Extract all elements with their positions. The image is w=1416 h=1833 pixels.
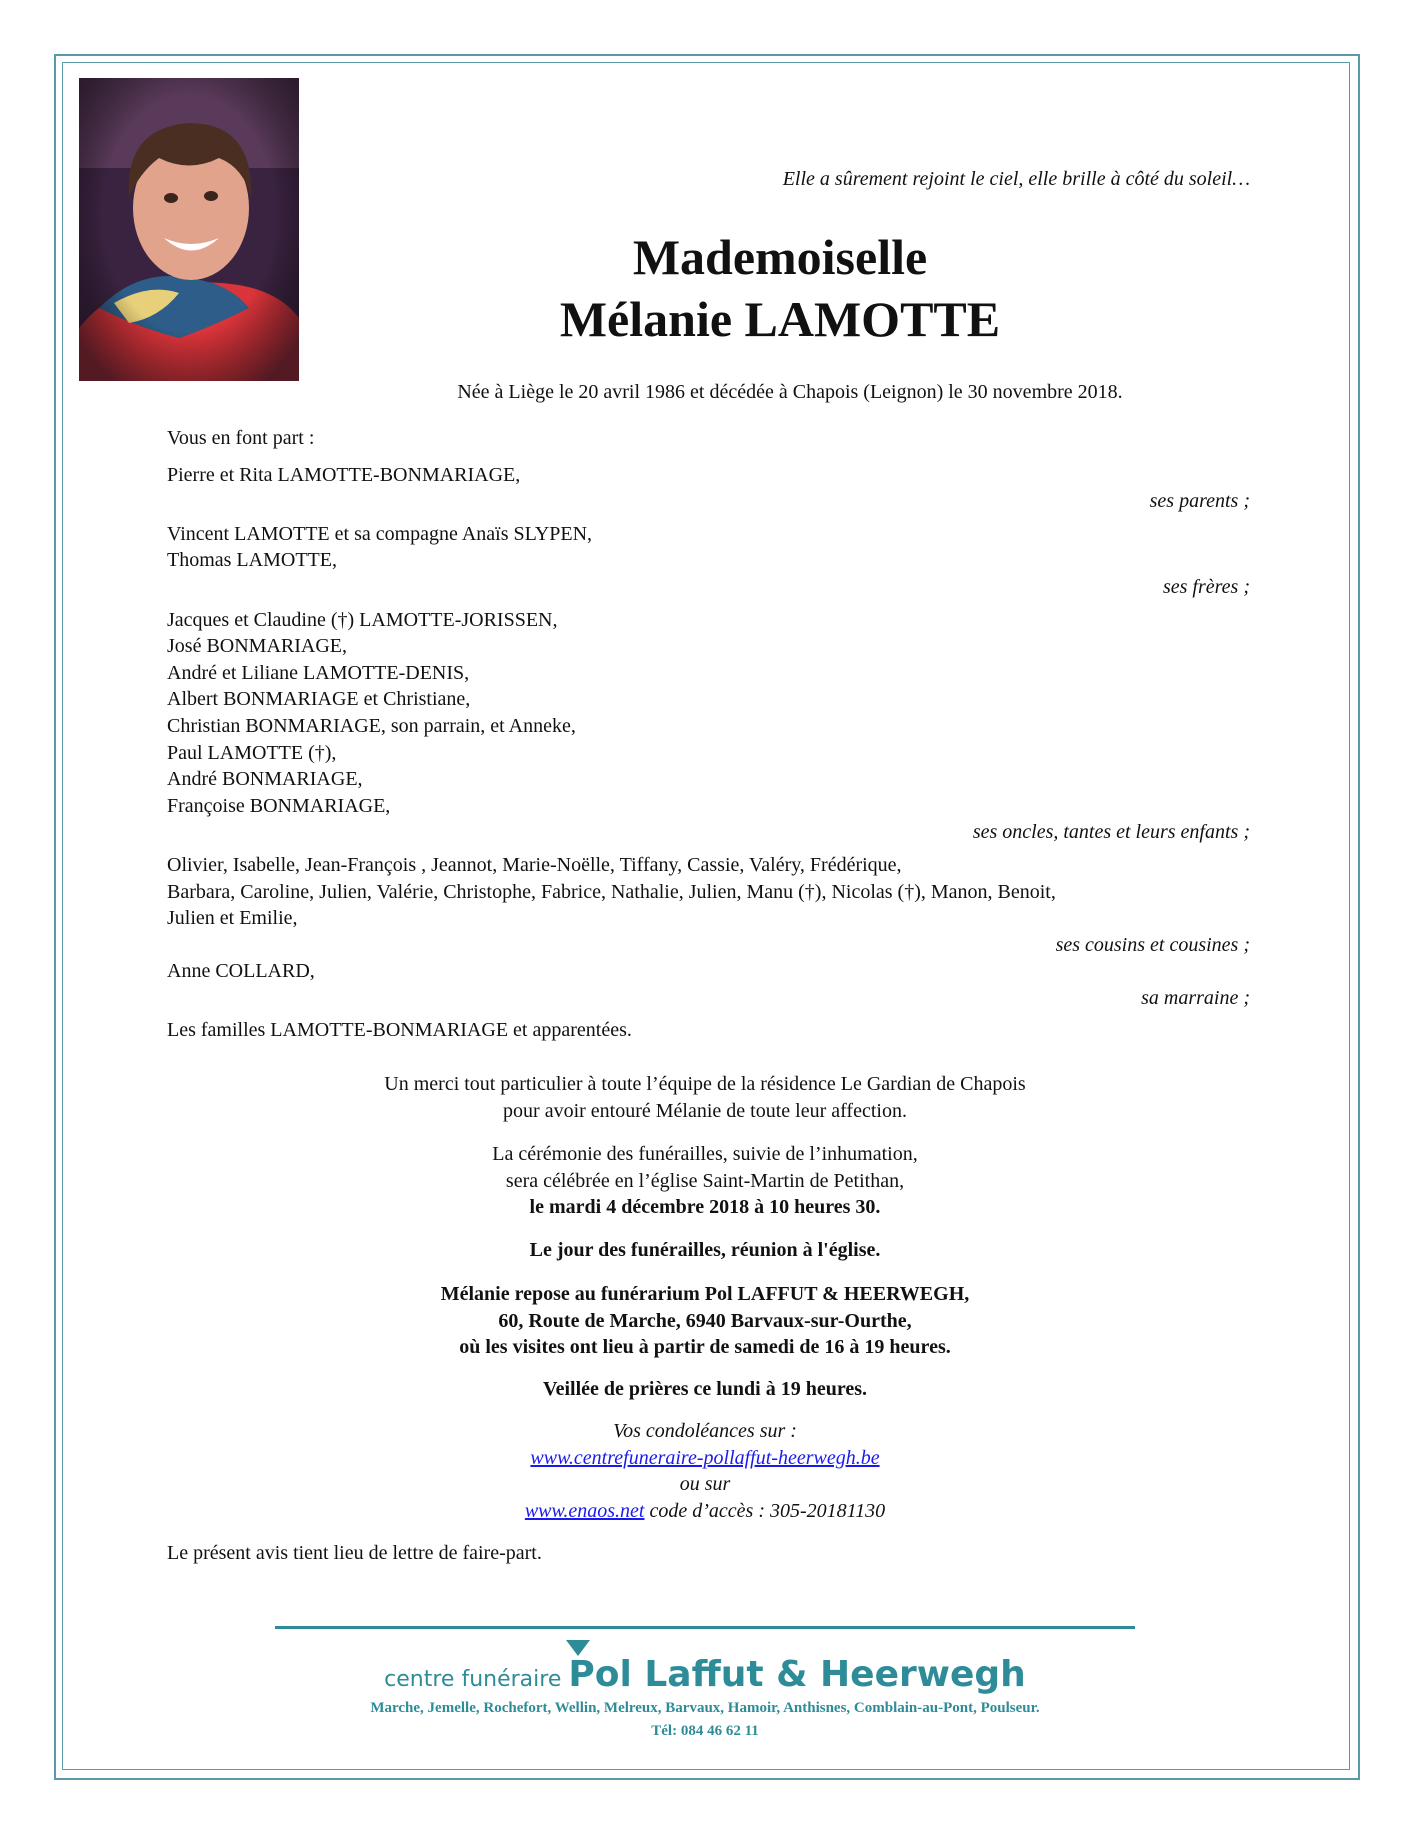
ceremony-line: La cérémonie des funérailles, suivie de l’inhumation, — [492, 1143, 918, 1165]
godmother-name: Anne COLLARD, — [167, 960, 315, 983]
portrait-illustration — [79, 78, 299, 381]
footer-towns: Marche, Jemelle, Rochefort, Wellin, Melreux, Barvaux, Hamoir, Anthisnes, Comblain-au-Pont, Poulseur. — [370, 1700, 1040, 1716]
cousins-relation: ses cousins et cousines ; — [1055, 933, 1250, 956]
godmother-relation: sa marraine ; — [1141, 986, 1250, 1009]
brother-name: Thomas LAMOTTE, — [167, 549, 337, 572]
intro-text: Vous en font part : — [167, 427, 315, 449]
condolences-block — [230, 1418, 1180, 1524]
meeting-line: Le jour des funérailles, réunion à l'église. — [529, 1239, 881, 1261]
portrait-photo — [79, 78, 299, 381]
funeral-home-brand — [275, 1654, 1135, 1695]
condolences-link-main[interactable]: www.centrefuneraire-pollaffut-heerwegh.be — [530, 1446, 880, 1469]
families-line: Les familles LAMOTTE-BONMARIAGE et apparentées. — [167, 1019, 632, 1042]
uncle-aunt-name: André BONMARIAGE, — [167, 768, 363, 791]
uncle-aunt-name: Albert BONMARIAGE et Christiane, — [167, 688, 471, 711]
ceremony-date: le mardi 4 décembre 2018 à 10 heures 30. — [529, 1196, 881, 1219]
family-list — [167, 425, 1250, 1044]
deceased-name: Mélanie LAMOTTE — [559, 291, 1001, 347]
condolences-link-enaos[interactable]: www.enaos.net — [524, 1499, 645, 1522]
parents-relation: ses parents ; — [1149, 490, 1250, 513]
brand-prefix: centre funéraire — [384, 1667, 569, 1692]
uncle-aunt-name: Françoise BONMARIAGE, — [167, 794, 391, 817]
condolences-label: Vos condoléances sur : — [613, 1420, 797, 1442]
funerarium-line: Mélanie repose au funérarium Pol LAFFUT & HEERWEGH, — [440, 1283, 970, 1305]
brother-name: Vincent LAMOTTE et sa compagne Anaïs SLYPEN, — [167, 522, 593, 545]
uncle-aunt-name: José BONMARIAGE, — [167, 635, 347, 658]
cousins-line: Olivier, Isabelle, Jean-François , Jeannot, Marie-Noëlle, Tiffany, Cassie, Valéry, Frédérique, — [167, 853, 902, 876]
brand-name: Pol Laffut & Heerwegh — [568, 1654, 1026, 1695]
cousins-line: Barbara, Caroline, Julien, Valérie, Christophe, Fabrice, Nathalie, Julien, Manu (†), Nicolas (†), Manon, Benoit, — [167, 880, 1056, 903]
parents-names: Pierre et Rita LAMOTTE-BONMARIAGE, — [167, 463, 521, 486]
uncle-aunt-name: Christian BONMARIAGE, son parrain, et Anneke, — [167, 714, 576, 737]
condolences-or: ou sur — [679, 1473, 731, 1496]
thanks-block — [230, 1071, 1180, 1124]
cousins-line: Julien et Emilie, — [167, 907, 298, 930]
uncles-relation: ses oncles, tantes et leurs enfants ; — [972, 821, 1250, 844]
uncle-aunt-name: Paul LAMOTTE (†), — [167, 741, 337, 764]
vigil-line: Veillée de prières ce lundi à 19 heures. — [542, 1378, 868, 1400]
birth-death-line: Née à Liège le 20 avril 1986 et décédée à Chapois (Leignon) le 30 novembre 2018. — [457, 381, 1123, 403]
thanks-line: Un merci tout particulier à toute l’équipe de la résidence Le Gardian de Chapois — [384, 1073, 1026, 1095]
honorific-title: Mademoiselle — [632, 229, 928, 285]
funerarium-line: 60, Route de Marche, 6940 Barvaux-sur-Ourthe, — [498, 1309, 912, 1332]
brothers-relation: ses frères ; — [1162, 575, 1250, 598]
footer-rule — [275, 1626, 1135, 1629]
ceremony-line: sera célébrée en l’église Saint-Martin de Petithan, — [505, 1169, 905, 1192]
access-code: code d’accès : 305-20181130 — [644, 1499, 886, 1522]
ceremony-block — [230, 1141, 1180, 1221]
closing-note: Le présent avis tient lieu de lettre de faire-part. — [167, 1542, 542, 1564]
footer-phone: Tél: 084 46 62 11 — [651, 1723, 759, 1739]
funerarium-block — [230, 1281, 1180, 1361]
epigraph: Elle a sûrement rejoint le ciel, elle brille à côté du soleil… — [782, 168, 1250, 190]
funerarium-line: où les visites ont lieu à partir de samedi de 16 à 19 heures. — [459, 1336, 951, 1359]
uncle-aunt-name: Jacques et Claudine (†) LAMOTTE-JORISSEN, — [167, 608, 558, 631]
uncle-aunt-name: André et Liliane LAMOTTE-DENIS, — [167, 661, 470, 684]
thanks-line: pour avoir entouré Mélanie de toute leur affection. — [503, 1099, 907, 1122]
